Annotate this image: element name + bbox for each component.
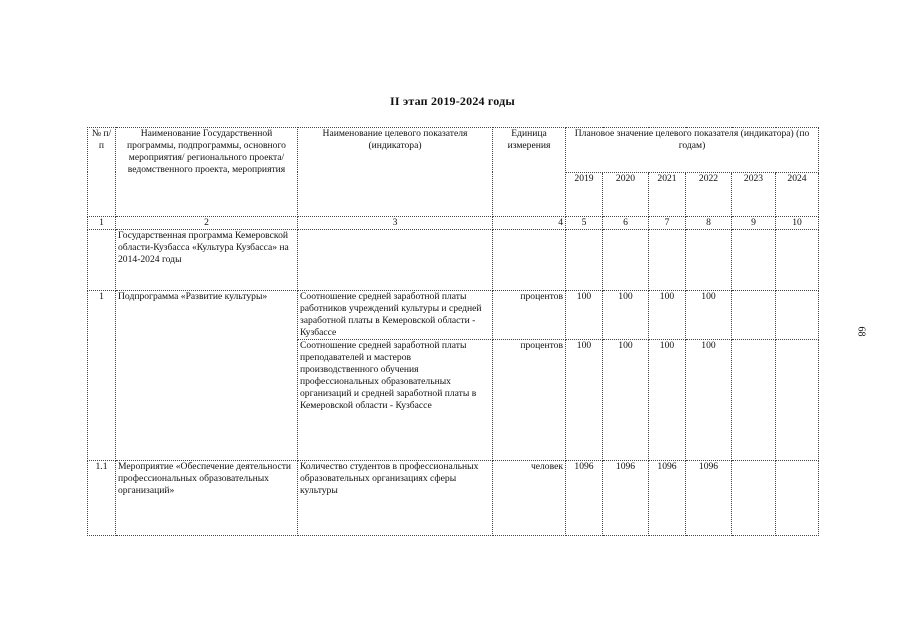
row-value — [776, 291, 819, 340]
header-plan: Плановое значение целевого показателя (индикатора) (по годам) — [566, 128, 819, 173]
row-value — [776, 230, 819, 291]
header-year: 2022 — [686, 172, 732, 217]
column-number: 6 — [603, 217, 649, 230]
column-number: 8 — [686, 217, 732, 230]
page-title: II этап 2019-2024 годы — [390, 94, 515, 108]
header-year: 2023 — [732, 172, 776, 217]
row-value — [776, 340, 819, 461]
header-year: 2024 — [776, 172, 819, 217]
page-number: 68 — [855, 326, 867, 337]
column-number: 2 — [116, 217, 298, 230]
column-number: 1 — [88, 217, 116, 230]
row-num — [88, 230, 116, 291]
row-indicator: Соотношение средней заработной платы работников учреждений культуры и средней заработной платы в Кемеровской области - Кузбассе — [298, 291, 493, 340]
row-name: Подпрограмма «Развитие культуры» — [116, 291, 298, 461]
header-year: 2021 — [649, 172, 686, 217]
row-value: 100 — [649, 340, 686, 461]
row-num: 1 — [88, 291, 116, 461]
row-value: 100 — [603, 340, 649, 461]
row-value: 100 — [566, 291, 603, 340]
row-value: 100 — [686, 340, 732, 461]
row-indicator — [298, 230, 493, 291]
column-numbers-row — [88, 217, 819, 230]
row-value — [776, 461, 819, 536]
table-row — [88, 230, 819, 291]
header-indicator: Наименование целевого показателя (индикатора) — [298, 128, 493, 217]
row-unit — [493, 230, 566, 291]
row-value — [732, 230, 776, 291]
row-value — [732, 291, 776, 340]
column-number: 10 — [776, 217, 819, 230]
header-unit: Единица измерения — [493, 128, 566, 217]
row-name: Мероприятие «Обеспечение деятельности профессиональных образовательных организаций» — [116, 461, 298, 536]
row-value — [603, 230, 649, 291]
row-value: 100 — [649, 291, 686, 340]
row-value: 1096 — [603, 461, 649, 536]
row-indicator: Количество студентов в профессиональных образовательных организациях сферы культуры — [298, 461, 493, 536]
row-unit: процентов — [493, 291, 566, 340]
column-number: 9 — [732, 217, 776, 230]
header-year: 2019 — [566, 172, 603, 217]
row-name: Государственная программа Кемеровской области-Кузбасса «Культура Кузбасса» на 2014-2024 годы — [116, 230, 298, 291]
row-value — [732, 340, 776, 461]
row-value: 1096 — [566, 461, 603, 536]
row-value: 100 — [686, 291, 732, 340]
row-unit: человек — [493, 461, 566, 536]
row-value — [686, 230, 732, 291]
table-row — [88, 461, 819, 536]
row-value — [566, 230, 603, 291]
row-value — [649, 230, 686, 291]
column-number: 3 — [298, 217, 493, 230]
table-row — [88, 291, 819, 340]
row-value: 1096 — [686, 461, 732, 536]
row-value — [732, 461, 776, 536]
row-num: 1.1 — [88, 461, 116, 536]
column-number: 4 — [493, 217, 566, 230]
column-number: 5 — [566, 217, 603, 230]
indicators-table — [87, 127, 819, 536]
header-name: Наименование Государственной программы, подпрограммы, основного мероприятия/ регионального проекта/ведомственного проекта, мероприятия — [116, 128, 298, 217]
header-year: 2020 — [603, 172, 649, 217]
row-value: 100 — [603, 291, 649, 340]
row-value: 100 — [566, 340, 603, 461]
column-number: 7 — [649, 217, 686, 230]
row-value: 1096 — [649, 461, 686, 536]
row-indicator: Соотношение средней заработной платы преподавателей и мастеров производственного обучения профессиональных образовательных организаций и средней заработной платы в Кемеровской области - Кузбассе — [298, 340, 493, 461]
header-num: № п/п — [88, 128, 116, 217]
header-row — [88, 128, 819, 173]
row-unit: процентов — [493, 340, 566, 461]
